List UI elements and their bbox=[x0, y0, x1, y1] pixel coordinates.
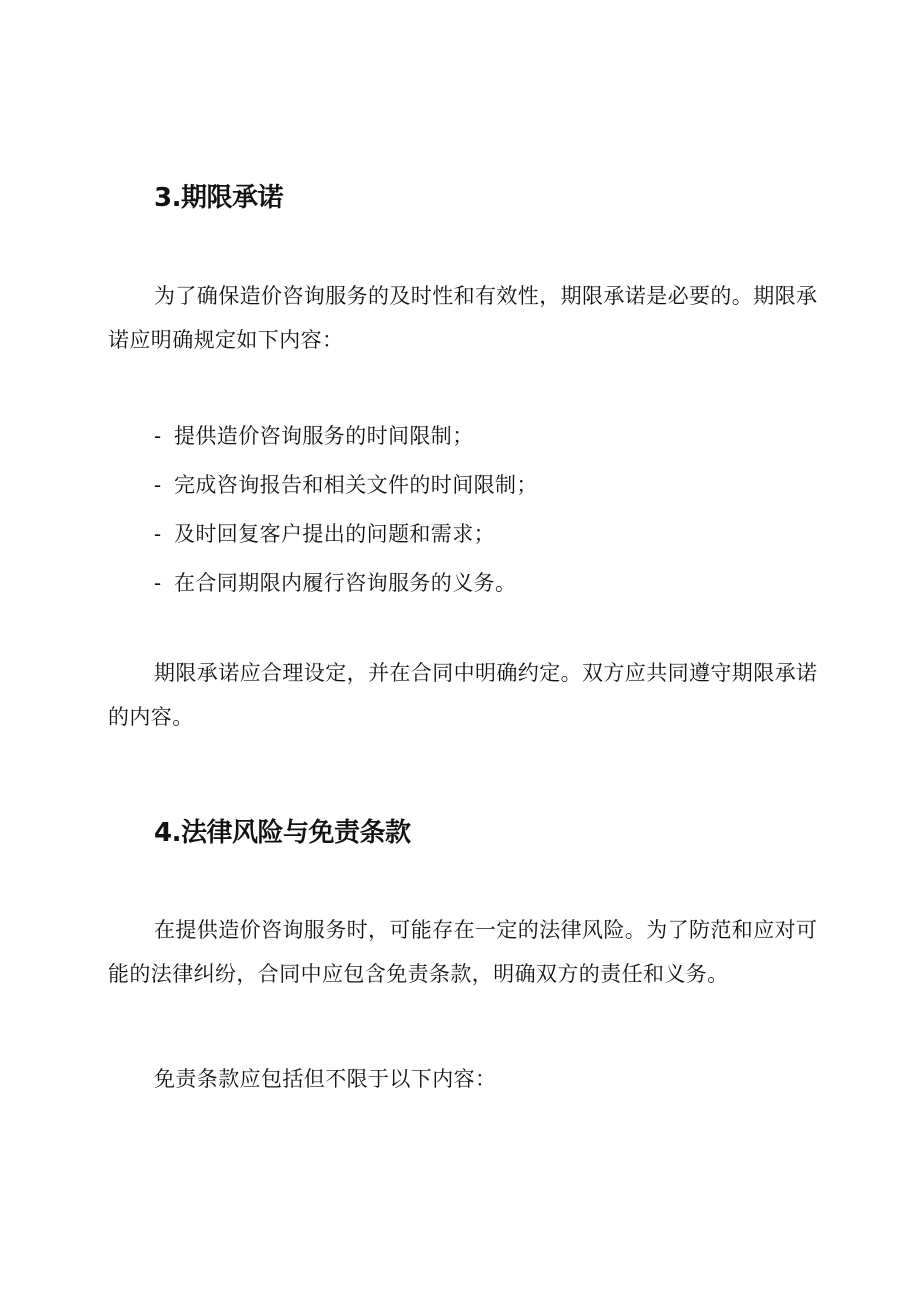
list-item-text: 及时回复客户提出的问题和需求； bbox=[174, 522, 495, 546]
list-bullet: - bbox=[154, 424, 162, 448]
section-4-intro-paragraph: 在提供造价咨询服务时，可能存在一定的法律风险。为了防范和应对可能的法律纠纷，合同中应包含免责条款，明确双方的责任和义务。 bbox=[108, 918, 818, 986]
list-item bbox=[154, 559, 538, 608]
list-item-text: 提供造价咨询服务的时间限制； bbox=[174, 424, 474, 448]
section-3-intro-paragraph: 为了确保造价咨询服务的及时性和有效性，期限承诺是必要的。期限承诺应明确规定如下内容： bbox=[108, 284, 818, 352]
list-bullet: - bbox=[154, 473, 162, 497]
list-item bbox=[154, 412, 538, 461]
list-item-text: 在合同期限内履行咨询服务的义务。 bbox=[174, 571, 517, 595]
section-3-closing-paragraph: 期限承诺应合理设定，并在合同中明确约定。双方应共同遵守期限承诺的内容。 bbox=[108, 661, 818, 729]
deadline-commitment-list bbox=[154, 412, 538, 608]
section-3-heading: 3.期限承诺 bbox=[154, 183, 283, 213]
list-bullet: - bbox=[154, 571, 162, 595]
list-bullet: - bbox=[154, 522, 162, 546]
list-item-text: 完成咨询报告和相关文件的时间限制； bbox=[174, 473, 538, 497]
section-4-lead-paragraph: 免责条款应包括但不限于以下内容： bbox=[154, 1067, 497, 1091]
list-item bbox=[154, 510, 538, 559]
section-4-heading: 4.法律风险与免责条款 bbox=[154, 818, 411, 848]
list-item bbox=[154, 461, 538, 510]
